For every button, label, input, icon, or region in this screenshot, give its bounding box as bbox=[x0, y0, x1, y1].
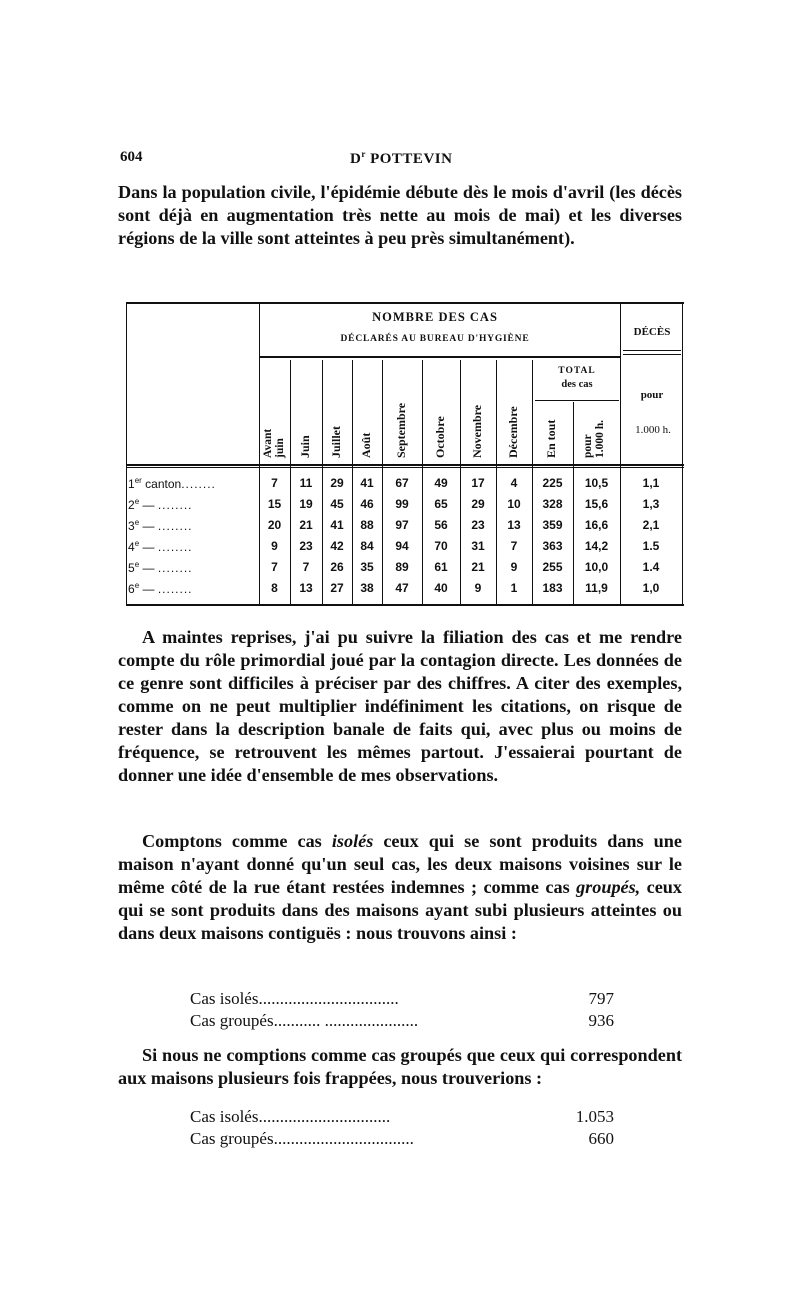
table-cell: 29 bbox=[471, 497, 485, 511]
col-decembre: Décembre bbox=[506, 406, 520, 458]
table-cell: 47 bbox=[395, 581, 409, 595]
table-cell: 9 bbox=[474, 581, 482, 595]
table-cell: 7 bbox=[271, 560, 278, 574]
table-cell: 89 bbox=[395, 560, 409, 574]
table-cell: 225 bbox=[542, 476, 563, 490]
paragraph-3: Comptons comme cas isolés ceux qui se sont produits dans une maison n'ayant donné qu'un seul cas, les deux maisons voisines sur le même côté de la rue étant restées indemnes ; comme cas groupés, ceux qui se sont produits dans des maisons ayant subi plusieurs atteintes ou dans deux maisons contiguës : nous trouvons ainsi : bbox=[118, 831, 683, 943]
table-cell: 9 bbox=[271, 539, 278, 553]
table-cell: 10,0 bbox=[584, 560, 609, 574]
col-juin: Juin bbox=[298, 435, 312, 458]
table-cell: 61 bbox=[434, 560, 448, 574]
table-cell: 17 bbox=[471, 476, 485, 490]
table-cell: 1,1 bbox=[642, 476, 660, 490]
table-cell: 4 bbox=[510, 476, 518, 490]
table-cell: 67 bbox=[395, 476, 409, 490]
total-subheader: des cas bbox=[561, 379, 593, 390]
table-cell: 31 bbox=[471, 539, 485, 553]
table-cell: 1 bbox=[510, 581, 518, 595]
paragraph-1: Dans la population civile, l'épidémie débute dès le mois d'avril (les décès sont déjà en augmentation très nette au mois de mai) et les diverses régions de la ville sont atteintes à peu près simultanément). bbox=[118, 182, 682, 248]
table-row bbox=[126, 560, 684, 578]
row-label: 3e — ........ bbox=[128, 518, 193, 533]
table-cell: 328 bbox=[542, 497, 563, 511]
table-cell: 29 bbox=[330, 476, 344, 490]
row-label: 1er canton........ bbox=[128, 476, 216, 491]
col-aout: Août bbox=[359, 432, 373, 458]
table-cell: 255 bbox=[542, 560, 563, 574]
table-cell: 42 bbox=[330, 539, 344, 553]
table-cell: 13 bbox=[507, 518, 521, 532]
table-cell: 8 bbox=[271, 581, 278, 595]
row-label: 5e — ........ bbox=[128, 560, 193, 575]
col-novembre: Novembre bbox=[470, 404, 484, 458]
row-label: 4e — ........ bbox=[128, 539, 193, 554]
table-cell: 23 bbox=[299, 539, 313, 553]
deces-per-1000: 1.000 h. bbox=[635, 424, 671, 436]
table-cell: 84 bbox=[360, 539, 374, 553]
table-cell: 9 bbox=[510, 560, 518, 574]
table-cell: 1,3 bbox=[642, 497, 660, 511]
page-number: 604 bbox=[120, 149, 143, 165]
table-row bbox=[126, 476, 684, 494]
total-header: TOTAL bbox=[558, 366, 596, 376]
table-cell: 45 bbox=[330, 497, 344, 511]
col-juillet: Juillet bbox=[329, 426, 343, 458]
deces-pour: pour bbox=[640, 389, 664, 401]
table-cell: 1.4 bbox=[642, 560, 660, 574]
table-cell: 21 bbox=[471, 560, 485, 574]
table-cell: 1.5 bbox=[642, 539, 660, 553]
table-row bbox=[126, 539, 684, 557]
table-cell: 14,2 bbox=[584, 539, 609, 553]
table-cell: 38 bbox=[360, 581, 374, 595]
running-header bbox=[120, 149, 680, 173]
table-cell: 65 bbox=[434, 497, 448, 511]
table-cell: 23 bbox=[471, 518, 485, 532]
table-cell: 40 bbox=[434, 581, 448, 595]
table-cell: 88 bbox=[360, 518, 374, 532]
table-cell: 15 bbox=[267, 497, 282, 511]
table-cell: 7 bbox=[510, 539, 518, 553]
table-cell: 56 bbox=[434, 518, 448, 532]
table-cell: 21 bbox=[299, 518, 313, 532]
table-cell: 7 bbox=[271, 476, 278, 490]
table-cell: 46 bbox=[360, 497, 374, 511]
table-cell: 13 bbox=[299, 581, 313, 595]
table-subtitle: DÉCLARÉS AU BUREAU D'HYGIÈNE bbox=[340, 334, 530, 344]
table-title: NOMBRE DES CAS bbox=[372, 310, 498, 324]
table-cell: 10,5 bbox=[584, 476, 609, 490]
table-cell: 41 bbox=[360, 476, 374, 490]
cases-table bbox=[126, 302, 684, 606]
table-cell: 359 bbox=[542, 518, 563, 532]
col-septembre: Septembre bbox=[394, 402, 408, 458]
table-cell: 7 bbox=[302, 560, 310, 574]
table-cell: 99 bbox=[395, 497, 409, 511]
col-avant-juin: Avant juin bbox=[262, 428, 286, 458]
table-cell: 16,6 bbox=[584, 518, 609, 532]
table-cell: 19 bbox=[299, 497, 313, 511]
table-cell: 27 bbox=[330, 581, 344, 595]
table-cell: 35 bbox=[360, 560, 374, 574]
row-label: 2e — ........ bbox=[128, 497, 193, 512]
table-cell: 97 bbox=[395, 518, 409, 532]
running-title: $D^r$ POTTEVIN bbox=[350, 149, 453, 167]
table-row bbox=[126, 581, 684, 599]
col-pour-1000: pour 1.000 h. bbox=[582, 419, 606, 458]
table-cell: 26 bbox=[330, 560, 344, 574]
col-octobre: Octobre bbox=[433, 416, 447, 458]
table-cell: 11,9 bbox=[585, 581, 608, 595]
paragraph-4: Si nous ne comptions comme cas groupés que ceux qui correspondent aux maisons plusieurs fois frappées, nous trouverions : bbox=[118, 1045, 682, 1088]
table-cell: 41 bbox=[330, 518, 344, 532]
deces-header: DÉCÈS bbox=[633, 326, 671, 338]
paragraph-2: A maintes reprises, j'ai pu suivre la filiation des cas et me rendre compte du rôle primordial joué par la contagion directe. Les données de ce genre sont difficiles à préciser par des chiffres. A citer des exemples, comme on ne peut multiplier indéfiniment les citations, on risque de rester dans la description banale de faits qui, avec plus ou moins de fréquence, se retrouvent les mêmes partout. J'essaierai pourtant de donner une idée d'ensemble de mes observations. bbox=[118, 627, 682, 785]
table-cell: 49 bbox=[434, 476, 448, 490]
table-cell: 15,6 bbox=[584, 497, 609, 511]
table-cell: 20 bbox=[267, 518, 282, 532]
table-cell: 363 bbox=[542, 539, 563, 553]
table-cell: 70 bbox=[434, 539, 448, 553]
col-en-tout: En tout bbox=[544, 419, 558, 458]
table-cell: 2,1 bbox=[642, 518, 660, 532]
table-cell: 94 bbox=[395, 539, 409, 553]
table-row bbox=[126, 518, 684, 536]
table-row bbox=[126, 497, 684, 515]
row-label: 6e — ........ bbox=[128, 581, 193, 596]
table-cell: 10 bbox=[507, 497, 521, 511]
table-cell: 183 bbox=[542, 581, 563, 595]
table-cell: 1,0 bbox=[642, 581, 660, 595]
table-cell: 11 bbox=[299, 476, 313, 490]
